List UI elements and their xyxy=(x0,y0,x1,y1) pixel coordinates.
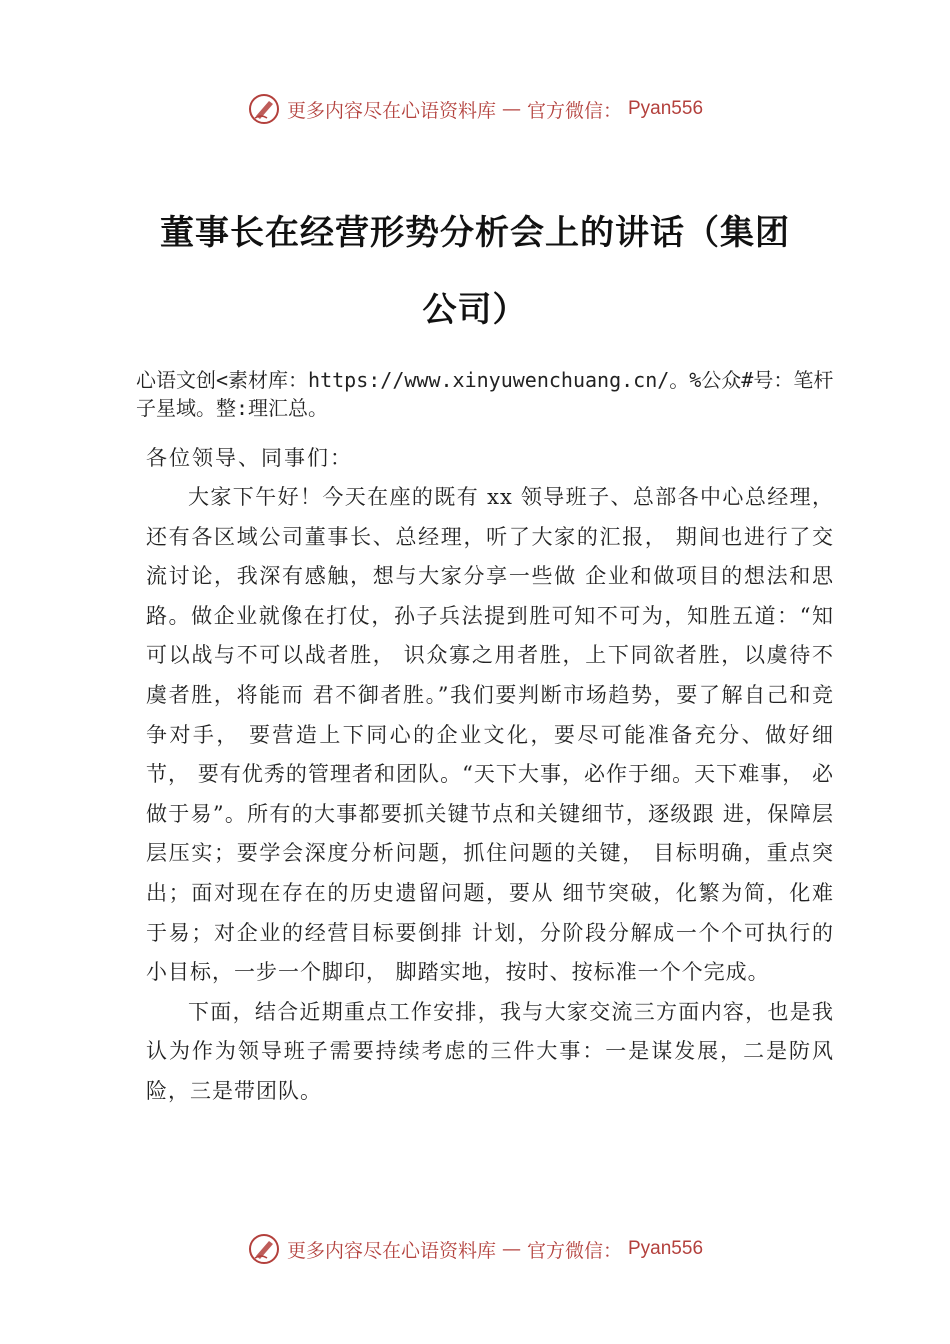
banner-wechat-label: 官方微信： xyxy=(526,99,622,122)
header-banner xyxy=(0,92,950,126)
greeting: 各位领导、同事们： xyxy=(146,446,353,470)
banner-dash: — xyxy=(501,1238,521,1260)
banner-text: 更多内容尽在心语资料库 xyxy=(286,1239,496,1262)
footer-banner xyxy=(0,1232,950,1266)
paragraph: 大家下午好！今天在座的既有 xx 领导班子、总部各中心总经理，还有各区域公司董事长、总经理，听了大家的汇报， 期间也进行了交流讨论，我深有感触，想与大家分享一些做 企业和做项目的想法和思路。做企业就像在打仗，孙子兵法提到胜可知不可为，知胜五道：“知可以战与不可以战者胜， 识众寡之用者胜，上下同欲者胜，以虞待不虞者胜，将能而 君不御者胜。”我们要判断市场趋势，要了解自己和竞争对手， 要营造上下同心的企业文化，要尽可能准备充分、做好细节， 要有优秀的管理者和团队。“天下大事，必作于细。天下难事， 必做于易”。所有的大事都要抓关键节点和关键细节，逐级跟 进，保障层层压实；要学会深度分析问题，抓住问题的关键， 目标明确，重点突出；面对现在存在的历史遗留问题，要从 细节突破，化繁为简，化难于易；对企业的经营目标要倒排 计划，分阶段分解成一个个可执行的小目标，一步一个脚印， 脚踏实地，按时、按标准一个个完成。 xyxy=(146,485,834,985)
banner-dash: — xyxy=(501,98,521,120)
document-title-line-1: 董事长在经营形势分析会上的讲话（集团 xyxy=(160,213,790,253)
document-body xyxy=(146,478,834,1112)
banner-wechat-id: Pyan556 xyxy=(628,1238,704,1259)
brand-logo-icon xyxy=(247,1232,281,1266)
banner-wechat-label: 官方微信： xyxy=(526,1239,622,1262)
banner-text: 更多内容尽在心语资料库 xyxy=(286,99,496,122)
brand-logo-icon xyxy=(247,92,281,126)
source-note: 心语文创<素材库：https://www.xinyuwenchuang.cn/。%公众#号：笔杆子星域。整:理汇总。 xyxy=(136,368,834,420)
banner-wechat-id: Pyan556 xyxy=(628,98,704,119)
paragraph: 下面，结合近期重点工作安排，我与大家交流三方面内容，也是我认为作为领导班子需要持续考虑的三件大事：一是谋发展，二是防风险，三是带团队。 xyxy=(146,999,834,1103)
document-title-line-2: 公司） xyxy=(422,290,528,330)
